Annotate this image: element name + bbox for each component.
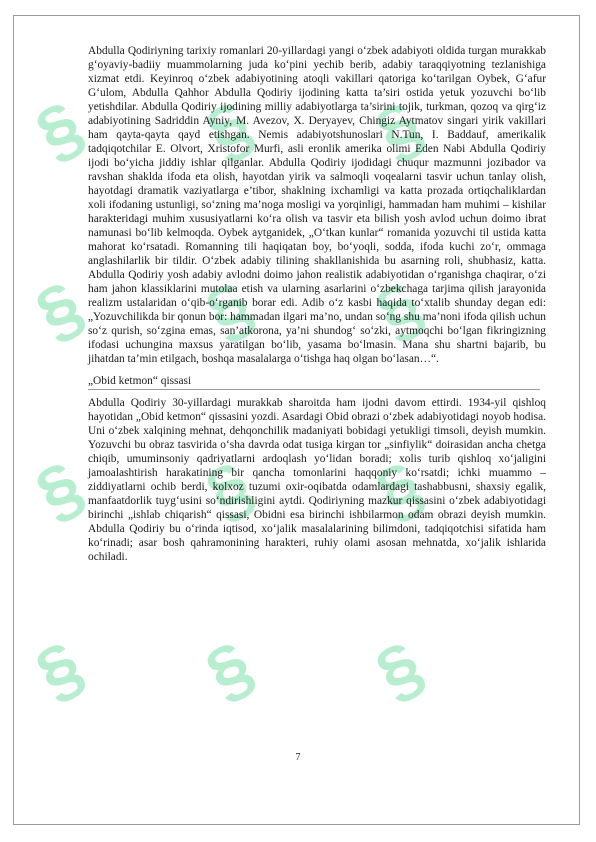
watermark-mark: § <box>363 626 436 714</box>
watermark-mark: § <box>363 86 436 174</box>
body-paragraph: Abdulla Qodiriy 30-yillardagi murakkab sharoitda ham ijodni davom ettirdi. 1934-yil qishloq hayotidan „Obid ketmon“ qissasini yozdi. Asardagi Obid obrazi o‘zbek adabiyotidagi noyob hodisa. Uni o‘zbek xalqining mehnat, dehqonchilik madaniyati bobidagi yetukligi timsoli, deyish mumkin. Yozuvchi bu obraz tasvirida o‘sha davrda odat tusiga kirgan tor „sinfiylik“ doirasidan ancha chetga chiqib, umuminsoniy qadriyatlarni ardoqlash yo‘lidan boradi; xolis turib qishloq xo‘jaligini jamoalashtirish harakatining bir qancha tomonlarini haqqoniy ko‘rsatdi; ichki muammo – ziddiyatlarni ochib berdi, kolxoz tuzumi oxir-oqibatda odamlardagi tashabbusni, shaxsiy egalik, manfaatdorlik tuyg‘usini so‘ndirishligini aytdi. Qodiriyning mazkur qissasini o‘zbek adabiyotidagi birinchi „ishlab chiqarish“ qissasi, Obidni esa birinchi ishbilarmon odam obrazi deyish mumkin. Abdulla Qodiriy bu o‘rinda iqtisod, xo‘jalik masalalarining bilimdoni, tadqiqotchisi sifatida ham ko‘rinadi; asar bosh qahramonining harakteri, ruhiy olami asosan mehnatda, xo‘jalik ishlarida ochiladi. <box>88 397 546 563</box>
watermark-mark: § <box>193 626 266 714</box>
page-number: 7 <box>295 752 301 763</box>
watermark-mark: § <box>363 446 436 534</box>
section-heading: „Obid ketmon“ qissasi <box>88 374 540 390</box>
watermark-mark: § <box>23 86 96 174</box>
watermark-mark: § <box>23 446 96 534</box>
watermark-mark: § <box>23 266 96 354</box>
watermark-mark: § <box>193 266 266 354</box>
page-content <box>88 44 546 564</box>
body-paragraph: Abdulla Qodiriyning tarixiy romanlari 20-yillardagi yangi o‘zbek adabiyoti oldida turgan murakkab g‘oyaviy-badiiy muammolarning juda ko‘pini yechib berib, adabiy taraqqiyotning tezlanishiga xizmat etdi. Keyinroq o‘zbek adabiyotining atoqli vakillari qatoriga ko‘tarilgan Oybek, G‘afur G‘ulom, Abdulla Qahhor Abdulla Qodiriy ijodining katta ta’siri ostida yetuk yozuvchi bo‘lib yetishdilar. Abdulla Qodiriy ijodining milliy adabiyotlarga ta’sirini tojik, turkman, qozoq va qirg‘iz adabiyotining Sadriddin Ayniy, M. Avezov, X. Deryayev, Chingiz Aytmatov singari yirik vakillari ham qayta-qayta qayd etishgan. Nemis adabiyotshunoslari N.Tun, I. Baddauf, amerikalik tadqiqotchilar E. Olvort, Xristofor Murfi, asli eronlik amerika olimi Eden Nabi Abdulla Qodiriy ijodi bo‘yicha jiddiy ishlar qilganlar. Abdulla Qodiriy ijodidagi chuqur mazmunni jozibador va ravshan shaklda ifoda eta olish, hayotdan yirik va salmoqli voqealarni tasvir uchun tanlay olish, hayotdagi dramatik vaziyatlarga e’tibor, shaklning ixchamligi va katta prozada ortiqchaliklardan xoli ifodaning ustunligi, so‘zning ma’noga mosligi va yorqinligi, hammadan ham muhimi – kishilar harakteridagi muhim xususiyatlarni ko‘ra olish va tasvir eta bilish yosh avlod uchun doimo ibrat namunasi bo‘lib kelmoqda. Oybek aytganidek, „O‘tkan kunlar“ romanida yozuvchi til ustida katta mahorat ko‘rsatadi. Romanning tili haqiqatan boy, bo‘yoqli, sodda, ifoda kuchi zo‘r, ommaga anglashilarlik bir tildir. O‘zbek adabiy tilining shakllanishida bu asarning roli, shubhasiz, katta. Abdulla Qodiriy yosh adabiy avlodni doimo jahon realistik adabiyotidan o‘rganishga chaqirar, o‘zi ham jahon klassiklarini mutolaa etish va ularning asarlarini o‘zbekchaga tarjima qilish jarayonida realizm ustalaridan o‘qib-o‘rganib borar edi. Adib o‘z kasbi haqida to‘xtalib shunday degan edi: „Yozuvchilikda bir qonun bor: hammadan ilgari ma’no, undan so‘ng shu ma’noni ifoda qilish uchun so‘z qurish, so‘zgina emas, san’atkorona, ya’ni shundog‘ so‘zki, aytmoqchi bo‘lgan fikringizning ifodasi uchungina maxsus yaratilgan bo‘lib, yasama bo‘lmasin. Mana shu shartni bajarib, bu jihatdan ta’min etilgach, boshqa masalalarga o‘tishga haq olgan bo‘lasan…“. <box>88 45 546 365</box>
watermark-mark: § <box>193 86 266 174</box>
watermark-mark: § <box>363 266 436 354</box>
watermark-mark: § <box>23 626 96 714</box>
watermark-mark: § <box>193 446 266 534</box>
